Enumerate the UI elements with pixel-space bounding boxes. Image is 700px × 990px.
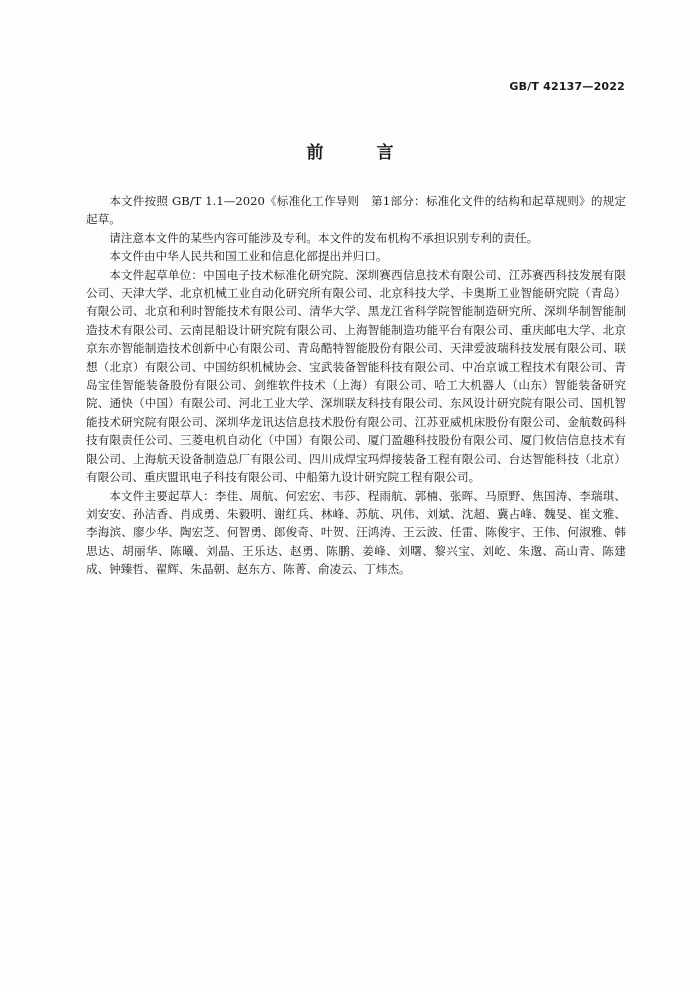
paragraph-drafting-rules: 本文件按照 GB/T 1.1—2020《标准化工作导则 第1部分：标准化文件的结构和起草规则》的规定起草。 bbox=[86, 194, 626, 227]
paragraph-patent-notice: 请注意本文件的某些内容可能涉及专利。本文件的发布机构不承担识别专利的责任。 bbox=[109, 230, 539, 245]
page-title: 前 言 bbox=[306, 143, 412, 163]
paragraph-drafting-units: 本文件起草单位：中国电子技术标准化研究院、深圳赛西信息技术有限公司、江苏赛西科技发展有限公司、天津大学、北京机械工业自动化研究所有限公司、北京科技大学、卡奥斯工业智能研究院（青岛）有限公司、北京和利时智能技术有限公司、清华大学、黑龙江省科学院智能制造研究所、深圳华制智能制造技术有限公司、云南昆船设计研究院有限公司、上海智能制造功能平台有限公司、重庆邮电大学、北京京东亦智能制造技术创新中心有限公司、青岛酷特智能股份有限公司、天津爱波瑞科技发展有限公司、联想（北京）有限公司、中国纺织机械协会、宝武装备智能科技有限公司、中冶京诚工程技术有限公司、青岛宝佳智能装备股份有限公司、剑维软件技术（上海）有限公司、哈工大机器人（山东）智能装备研究院、通快（中国）有限公司、河北工业大学、深圳联友科技有限公司、东风设计研究院有限公司、国机智能技术研究院有限公司、深圳华龙讯达信息技术股份有限公司、江苏亚威机床股份有限公司、金航数码科技有限责任公司、三菱电机自动化（中国）有限公司、厦门盈趣科技股份有限公司、厦门攸信信息技术有限公司、上海航天设备制造总厂有限公司、四川成焊宝玛焊接装备工程有限公司、台达智能科技（北京）有限公司、重庆盟讯电子科技有限公司、中船第九设计研究院工程有限公司。 bbox=[86, 267, 626, 485]
paragraph-proposer: 本文件由中华人民共和国工业和信息化部提出并归口。 bbox=[109, 249, 388, 264]
document-body bbox=[86, 192, 626, 579]
standard-code: GB/T 42137—2022 bbox=[509, 80, 625, 93]
paragraph-drafters: 本文件主要起草人：李佳、周航、何宏宏、韦莎、程雨航、郭楠、张晖、马原野、焦国涛、李瑞琪、刘安安、孙洁香、肖成勇、朱毅明、谢红兵、林峰、苏航、巩伟、刘斌、沈超、冀占峰、魏旻、崔文雅、李海滨、廖少华、陶宏芝、何智勇、郎俊奇、叶贺、汪鸿涛、王云波、任雷、陈俊宇、王伟、何淑雅、韩思达、胡丽华、陈曦、刘晶、王乐达、赵勇、陈鹏、姜峰、刘曙、黎兴宝、刘屹、朱邈、高山青、陈建成、钟臻哲、翟辉、朱晶朝、赵东方、陈菁、俞凌云、丁炜杰。 bbox=[86, 488, 626, 577]
